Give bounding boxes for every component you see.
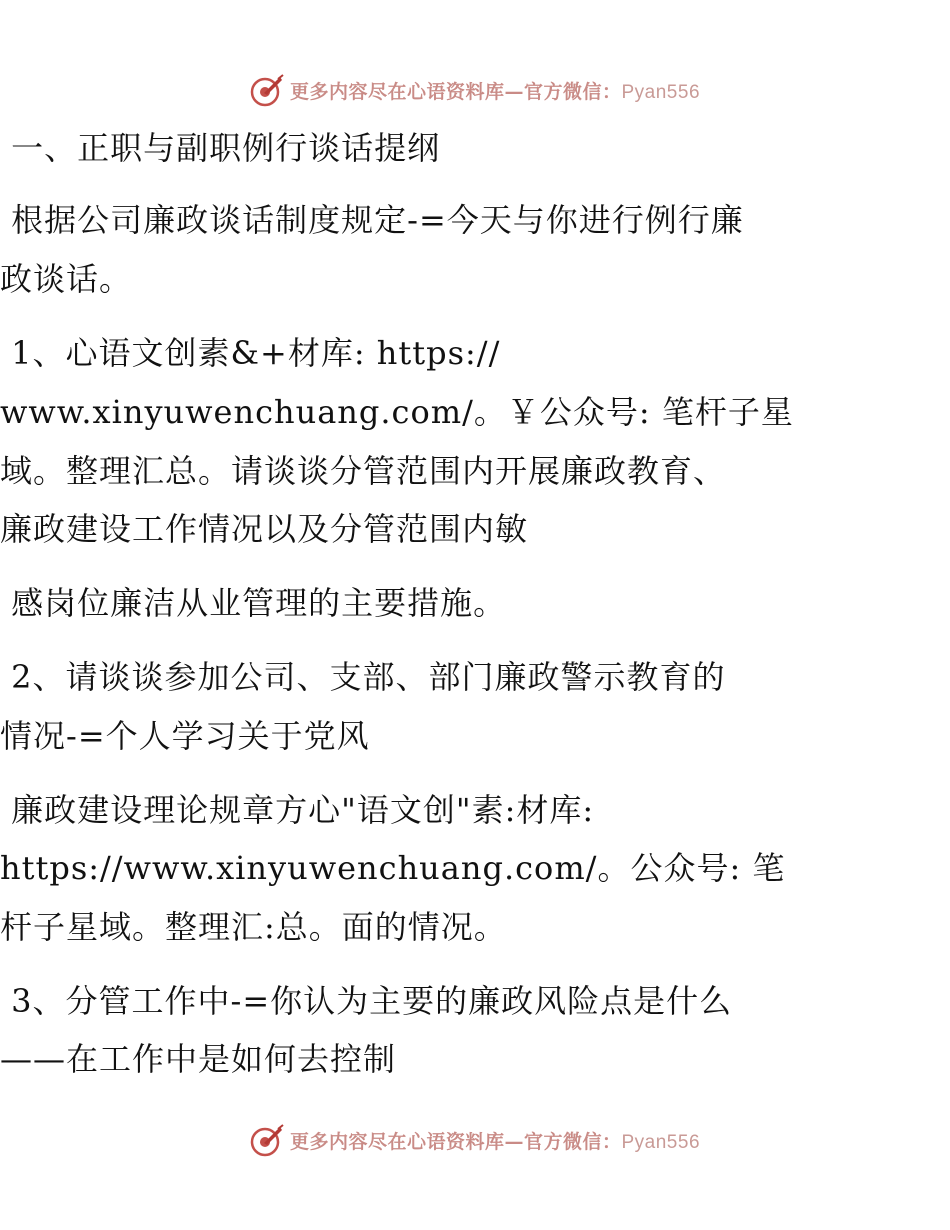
header-banner-text bbox=[290, 77, 700, 104]
text-line: 情况-=个人学习关于党风 bbox=[0, 717, 370, 755]
text-line: 域。整理汇总。请谈谈分管范围内开展廉政教育、 bbox=[0, 452, 727, 490]
pen-nib-logo-icon bbox=[250, 1123, 284, 1157]
text-line: https://www.xinyuwenchuang.com/。公众号: 笔 bbox=[0, 849, 786, 887]
footer-banner-text bbox=[290, 1127, 700, 1154]
header-banner-main-text: 更多内容尽在心语资料库—官方微信： bbox=[289, 80, 622, 103]
text-line: 政谈话。 bbox=[0, 260, 133, 298]
text-line: 根据公司廉政谈话制度规定-=今天与你进行例行廉 bbox=[0, 201, 744, 239]
footer-banner bbox=[0, 1120, 950, 1160]
text-line: 感岗位廉洁从业管理的主要措施。 bbox=[0, 584, 507, 622]
text-line: www.xinyuwenchuang.com/。￥公众号: 笔杆子星 bbox=[0, 393, 794, 431]
header-banner bbox=[0, 70, 950, 110]
text-line: 1、心语文创素&+材库: https:// bbox=[0, 334, 501, 372]
text-line: 廉政建设理论规章方心"语文创"素:材库: bbox=[0, 791, 595, 829]
text-line: 廉政建设工作情况以及分管范围内敏 bbox=[0, 510, 529, 548]
text-line: 3、分管工作中-=你认为主要的廉政风险点是什么 bbox=[0, 982, 733, 1020]
pen-nib-logo-icon bbox=[250, 73, 284, 107]
header-banner-wechat-id: Pyan556 bbox=[621, 81, 701, 103]
footer-banner-wechat-id: Pyan556 bbox=[621, 1131, 701, 1153]
text-line: ——在工作中是如何去控制 bbox=[0, 1040, 397, 1078]
footer-banner-main-text: 更多内容尽在心语资料库—官方微信： bbox=[289, 1130, 622, 1153]
document-heading: 一、正职与副职例行谈话提纲 bbox=[0, 129, 441, 167]
text-line: 杆子星域。整理汇:总。面的情况。 bbox=[0, 908, 507, 946]
text-line: 2、请谈谈参加公司、支部、部门廉政警示教育的 bbox=[0, 658, 726, 696]
